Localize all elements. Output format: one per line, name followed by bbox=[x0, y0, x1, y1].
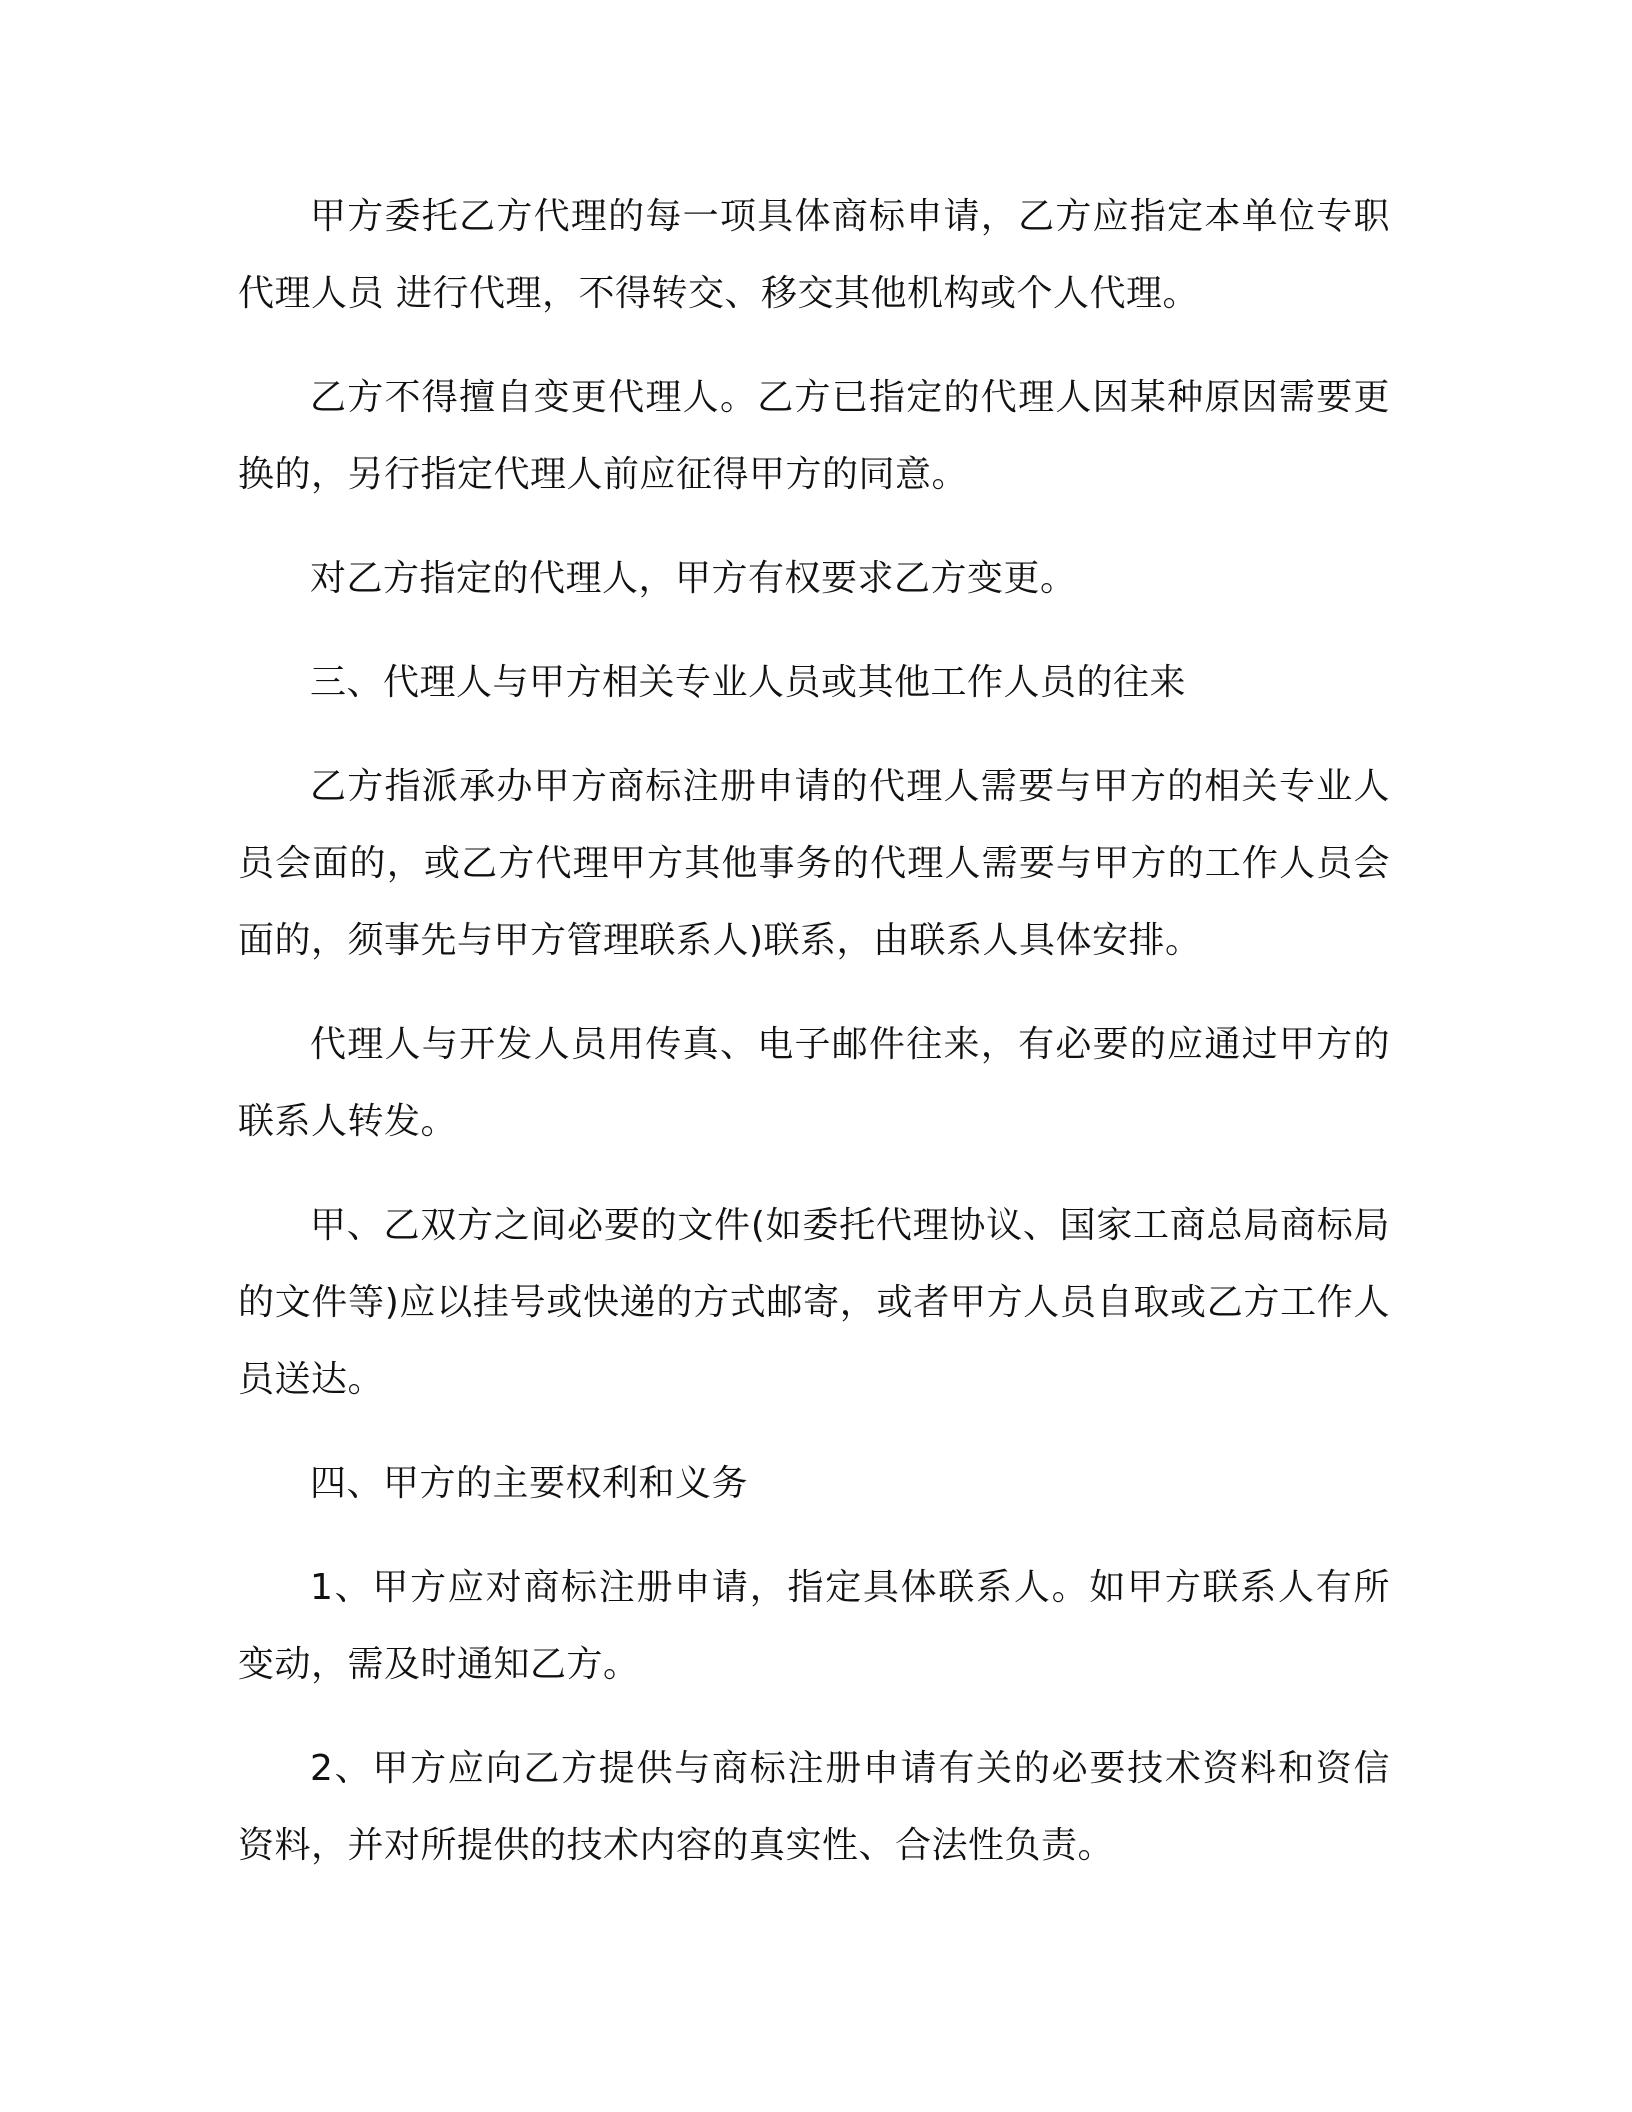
document-body bbox=[238, 178, 1390, 1911]
paragraph-meeting-arrangement: 乙方指派承办甲方商标注册申请的代理人需要与甲方的相关专业人员会面的，或乙方代理甲方其他事务的代理人需要与甲方的工作人员会面的，须事先与甲方管理联系人)联系，由联系人具体安排。 bbox=[238, 766, 1390, 961]
paragraph-clause-1: 1、甲方应对商标注册申请，指定具体联系人。如甲方联系人有所变动，需及时通知乙方。 bbox=[238, 1567, 1390, 1685]
paragraph-agent-assignment: 甲方委托乙方代理的每一项具体商标申请，乙方应指定本单位专职代理人员 进行代理，不得转交、移交其他机构或个人代理。 bbox=[238, 196, 1390, 314]
section-heading-three: 三、代理人与甲方相关专业人员或其他工作人员的往来 bbox=[310, 662, 1187, 703]
paragraph-change-right: 对乙方指定的代理人，甲方有权要求乙方变更。 bbox=[310, 558, 1077, 599]
paragraph-agent-change: 乙方不得擅自变更代理人。乙方已指定的代理人因某种原因需要更换的，另行指定代理人前应征得甲方的同意。 bbox=[238, 377, 1390, 495]
paragraph-clause-2: 2、甲方应向乙方提供与商标注册申请有关的必要技术资料和资信资料，并对所提供的技术内容的真实性、合法性负责。 bbox=[238, 1748, 1390, 1866]
paragraph-fax-email: 代理人与开发人员用传真、电子邮件往来，有必要的应通过甲方的联系人转发。 bbox=[238, 1024, 1390, 1142]
paragraph-document-delivery: 甲、乙双方之间必要的文件(如委托代理协议、国家工商总局商标局的文件等)应以挂号或快递的方式邮寄，或者甲方人员自取或乙方工作人员送达。 bbox=[238, 1205, 1390, 1400]
section-heading-four: 四、甲方的主要权利和义务 bbox=[310, 1463, 749, 1504]
